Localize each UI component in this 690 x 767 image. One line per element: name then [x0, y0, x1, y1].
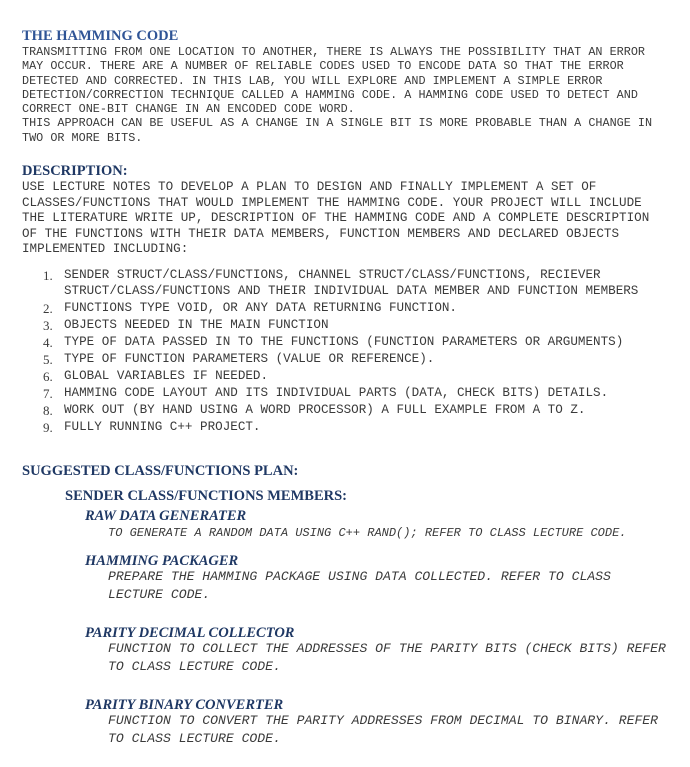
list-text: TYPE OF DATA PASSED IN TO THE FUNCTIONS (FUNCTION PARAMETERS OR ARGUMENTS)	[64, 335, 624, 349]
member-name: PARITY BINARY CONVERTER	[85, 697, 284, 713]
list-text: WORK OUT (BY HAND USING A WORD PROCESSOR) A FULL EXAMPLE FROM A TO Z.	[64, 403, 586, 417]
member-description-line: FUNCTION TO COLLECT THE ADDRESSES OF THE PARITY BITS (CHECK BITS) REFER	[108, 641, 666, 656]
description-line: IMPLEMENTED INCLUDING:	[22, 242, 189, 256]
member-description	[108, 712, 658, 748]
description-paragraph	[22, 180, 649, 258]
list-number: 9.	[43, 420, 53, 435]
list-number: 7.	[43, 386, 53, 401]
member-name: RAW DATA GENERATER	[85, 508, 247, 524]
list-number: 5.	[43, 352, 53, 367]
intro-line: MAY OCCUR. THERE ARE A NUMBER OF RELIABLE CODES USED TO ENCODE DATA SO THAT THE ERROR	[22, 59, 624, 74]
member-name: HAMMING PACKAGER	[85, 553, 239, 569]
description-line: OF THE FUNCTIONS WITH THEIR DATA MEMBERS, FUNCTION MEMBERS AND DECLARED OBJECTS	[22, 226, 620, 241]
member-description	[108, 568, 611, 604]
member-description-line: LECTURE CODE.	[108, 587, 211, 602]
intro-paragraph	[22, 45, 652, 145]
member-description-line: TO GENERATE A RANDOM DATA USING C++ RAND(); REFER TO CLASS LECTURE CODE.	[108, 526, 627, 540]
member-name: PARITY DECIMAL COLLECTOR	[85, 625, 295, 641]
list-number: 3.	[43, 318, 53, 333]
list-text: TYPE OF FUNCTION PARAMETERS (VALUE OR REFERENCE).	[64, 352, 435, 366]
list-text: FUNCTIONS TYPE VOID, OR ANY DATA RETURNING FUNCTION.	[64, 301, 457, 315]
member-description	[108, 640, 666, 676]
list-text: GLOBAL VARIABLES IF NEEDED.	[64, 369, 269, 383]
list-number: 8.	[43, 403, 53, 418]
description-line: CLASSES/FUNCTIONS THAT WOULD IMPLEMENT THE HAMMING CODE. YOUR PROJECT WILL INCLUDE	[22, 195, 642, 210]
intro-line: TRANSMITTING FROM ONE LOCATION TO ANOTHER, THERE IS ALWAYS THE POSSIBILITY THAT AN ERROR	[22, 45, 645, 59]
list-number: 1.	[43, 268, 53, 283]
sender-heading: SENDER CLASS/FUNCTIONS MEMBERS:	[65, 488, 347, 504]
list-text-line: SENDER STRUCT/CLASS/FUNCTIONS, CHANNEL STRUCT/CLASS/FUNCTIONS, RECIEVER	[64, 268, 601, 282]
list-text: HAMMING CODE LAYOUT AND ITS INDIVIDUAL PARTS (DATA, CHECK BITS) DETAILS.	[64, 386, 609, 400]
member-description	[108, 524, 626, 542]
list-text: FULLY RUNNING C++ PROJECT.	[64, 420, 261, 434]
list-text	[64, 268, 638, 299]
description-line: USE LECTURE NOTES TO DEVELOP A PLAN TO DESIGN AND FINALLY IMPLEMENT A SET OF	[22, 180, 597, 194]
intro-line: CORRECT ONE-BIT CHANGE IN AN ENCODED CODE WORD.	[22, 102, 355, 117]
member-description-line: PREPARE THE HAMMING PACKAGE USING DATA COLLECTED. REFER TO CLASS	[108, 569, 611, 584]
intro-line: TWO OR MORE BITS.	[22, 130, 143, 145]
member-description-line: TO CLASS LECTURE CODE.	[108, 731, 281, 746]
list-number: 2.	[43, 301, 53, 316]
intro-line: THIS APPROACH CAN BE USEFUL AS A CHANGE IN A SINGLE BIT IS MORE PROBABLE THAN A CHANGE IN	[22, 116, 653, 131]
plan-heading: SUGGESTED CLASS/FUNCTIONS PLAN:	[22, 463, 299, 479]
list-text: OBJECTS NEEDED IN THE MAIN FUNCTION	[64, 318, 329, 332]
member-description-line: TO CLASS LECTURE CODE.	[108, 659, 281, 674]
list-text-line: STRUCT/CLASS/FUNCTIONS AND THEIR INDIVIDUAL DATA MEMBER AND FUNCTION MEMBERS	[64, 283, 639, 298]
list-number: 4.	[43, 335, 53, 350]
description-line: THE LITERATURE WRITE UP, DESCRIPTION OF THE HAMMING CODE AND A COMPLETE DESCRIPTION	[22, 211, 650, 225]
description-heading: DESCRIPTION:	[22, 163, 128, 179]
list-number: 6.	[43, 369, 53, 384]
document-title: THE HAMMING CODE	[22, 28, 179, 44]
intro-line: DETECTION/CORRECTION TECHNIQUE CALLED A HAMMING CODE. A HAMMING CODE USED TO DETECT AND	[22, 87, 638, 102]
intro-line: DETECTED AND CORRECTED. IN THIS LAB, YOU WILL EXPLORE AND IMPLEMENT A SIMPLE ERROR	[22, 73, 603, 88]
member-description-line: FUNCTION TO CONVERT THE PARITY ADDRESSES FROM DECIMAL TO BINARY. REFER	[108, 713, 659, 728]
